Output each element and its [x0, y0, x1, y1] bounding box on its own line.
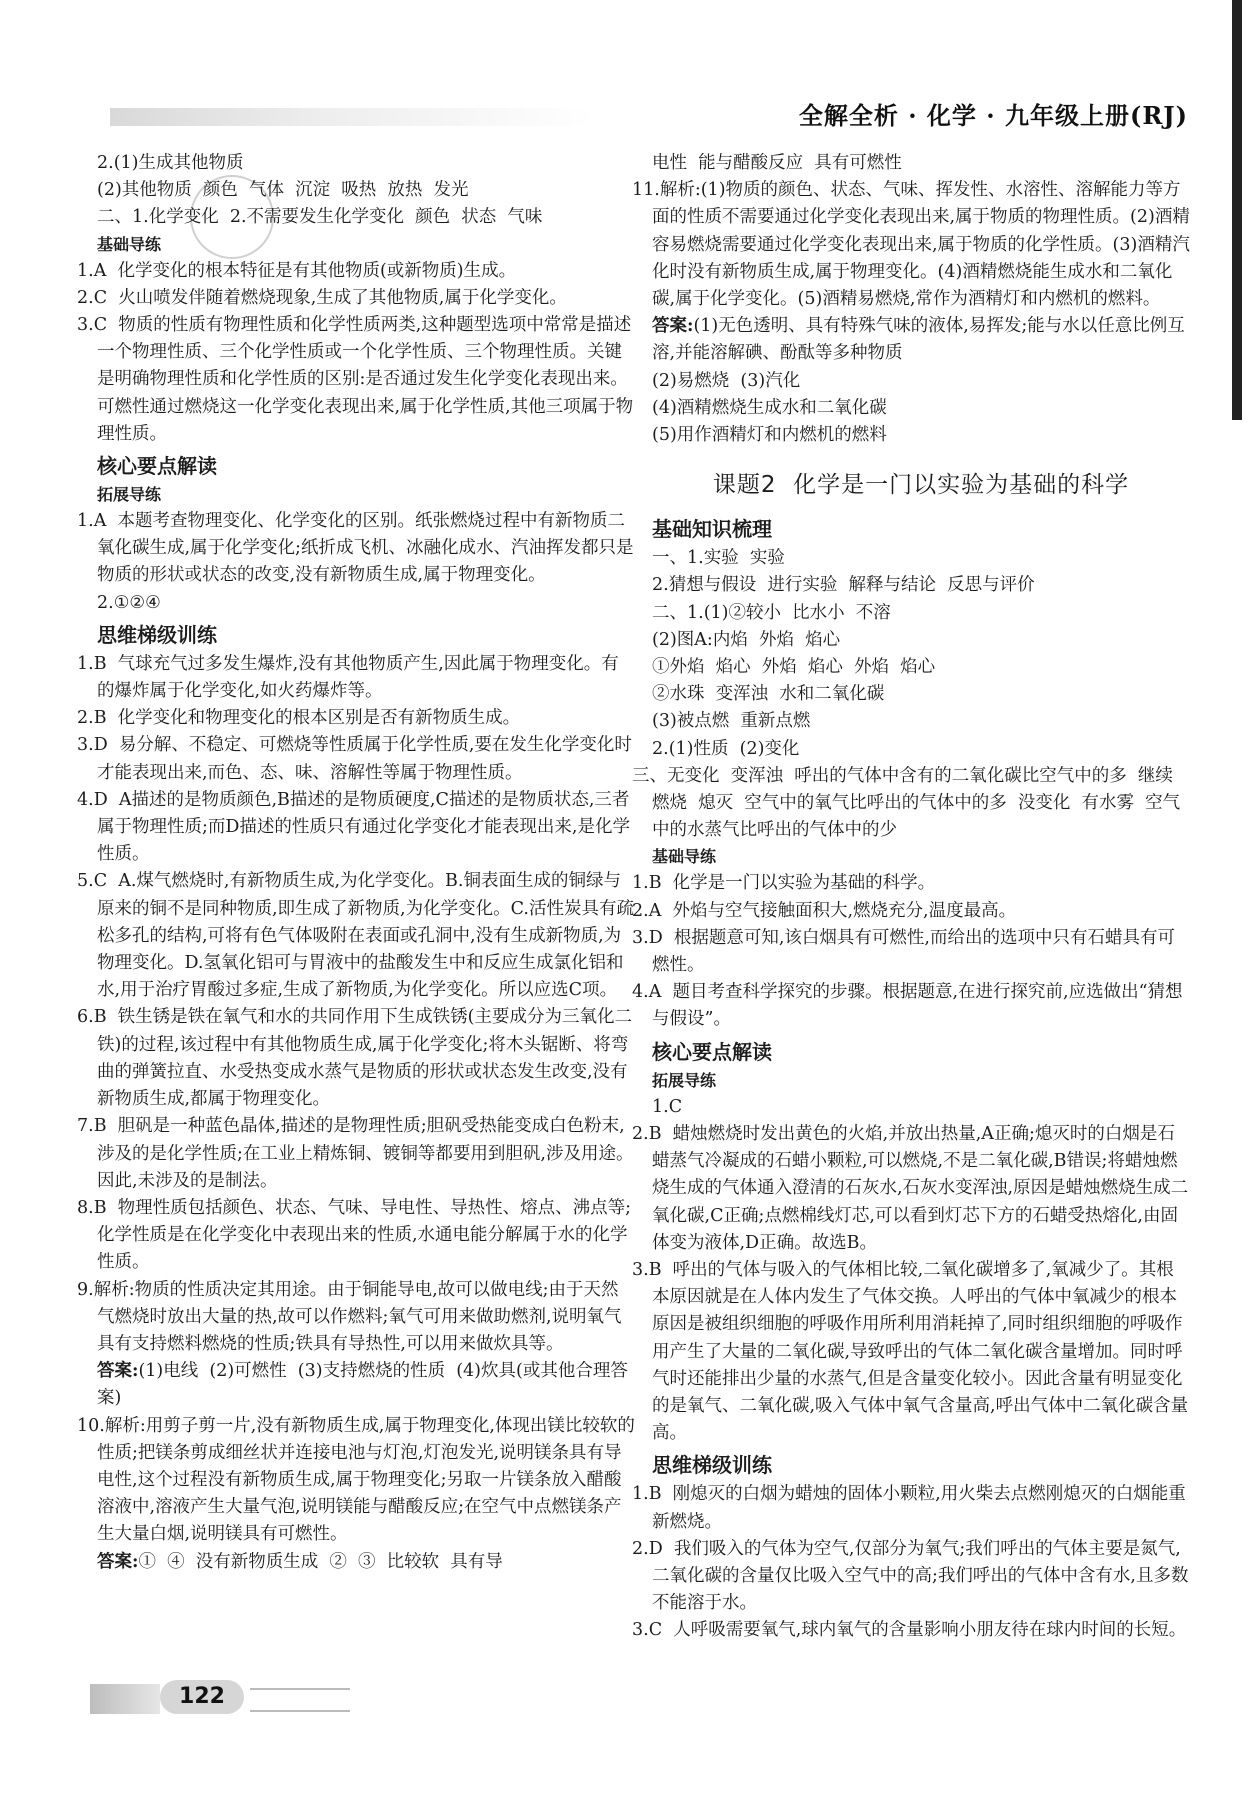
answer-line: [97, 1358, 635, 1412]
text-line: 3.C 物质的性质有物理性质和化学性质两类,这种题型选项中常常是描述一个物理性质、三个化学性质或一个化学性质、三个物理性质。关键是明确物理性质和化学性质的区别:是否通过发生化学变化表现出来。可燃性通过燃烧这一化学变化表现出来,属于化学性质,其他三项属于物理性质。: [77, 315, 634, 444]
text-line: 2.D 我们吸入的气体为空气,仅部分为氧气;我们呼出的气体主要是氮气,二氧化碳的含量仅比吸入空气中的高;我们呼出的气体中含有水,且多数不能溶于水。: [632, 1538, 1189, 1614]
section-heading: 基础知识梳理: [652, 517, 772, 542]
right-column: [632, 150, 1190, 1645]
text-line: 8.B 物理性质包括颜色、状态、气味、导电性、导热性、熔点、沸点等;化学性质是在化学变化中表现出来的性质,水通电能分解属于水的化学性质。: [77, 1197, 632, 1273]
header-title: 全解全析 · 化学 · 九年级上册(RJ): [798, 101, 1188, 130]
text-line: 4.A 题目考查科学探究的步骤。根据题意,在进行探究前,应选做出“猜想与假设”。: [632, 982, 1183, 1030]
text-line: 3.C 人呼吸需要氧气,球内氧气的含量影响小朋友待在球内时间的长短。: [632, 1620, 1187, 1641]
answer-line: [652, 313, 1190, 367]
text-line: (4)酒精燃烧生成水和二氧化碳: [652, 397, 887, 418]
answer-label: 答案:: [652, 316, 694, 337]
text-line: 2.(1)生成其他物质: [97, 153, 244, 173]
subsection-heading: 拓展导练: [97, 485, 162, 505]
text-line: 1.B 气球充气过多发生爆炸,没有其他物质产生,因此属于物理变化。有的爆炸属于化学变化,如火药爆炸等。: [77, 653, 619, 702]
text-line: 1.A 本题考查物理变化、化学变化的区别。纸张燃烧过程中有新物质二氧化碳生成,属于化学变化;纸折成飞机、冰融化成水、汽油挥发都只是物质的形状或状态的改变,没有新物质生成,属于物理变化。: [77, 511, 634, 586]
text-line: 9.解析:物质的性质决定其用途。由于铜能导电,故可以做电线;由于天然气燃烧时放出大量的热,故可以作燃料;氧气可用来做助燃剂,说明氧气具有支持燃料燃烧的性质;铁具有导热性,可以用来做炊具等。: [77, 1279, 622, 1354]
section-heading: 核心要点解读: [97, 454, 217, 479]
text-line: 2.猜想与假设 进行实验 解释与结论 反思与评价: [652, 575, 1035, 596]
text-line: 三、无变化 变浑浊 呼出的气体中含有的二氧化碳比空气中的多 继续燃烧 熄灭 空气中的氧气比呼出的气体中的多 没变化 有水雾 空气中的水蒸气比呼出的气体中的少: [632, 765, 1181, 841]
section-heading: 思维梯级训练: [97, 622, 217, 647]
section-heading: 核心要点解读: [652, 1039, 772, 1064]
text-line: 6.B 铁生锈是铁在氧气和水的共同作用下生成铁锈(主要成分为三氧化二铁)的过程,该过程中有其他物质生成,属于化学变化;将木头锯断、将弯曲的弹簧拉直、水受热变成水蒸气是物质的形状或状态发生改变,没有新物质生成,都属于物理变化。: [77, 1007, 633, 1110]
text-line: 10.解析:用剪子剪一片,没有新物质生成,属于物理变化,体现出镁比较软的性质;把镁条剪成细丝状并连接电池与灯泡,灯泡发光,说明镁条具有导电性,这个过程没有新物质生成,属于物理变化;另取一片镁条放入醋酸溶液中,溶液产生大量气泡,说明镁能与醋酸反应;在空气中点燃镁条产生大量白烟,说明镁具有可燃性。: [77, 1415, 635, 1545]
left-column: [77, 150, 635, 1576]
subsection-heading: 基础导练: [652, 847, 717, 867]
text-line: (2)图A:内焰 外焰 焰心: [652, 629, 841, 650]
section-heading: 思维梯级训练: [652, 1453, 772, 1478]
text-line: 2.①②④: [97, 592, 161, 613]
text-line: 电性 能与醋酸反应 具有可燃性: [652, 153, 902, 173]
text-line: 3.D 根据题意可知,该白烟具有可燃性,而给出的选项中只有石蜡具有可燃性。: [632, 927, 1175, 976]
binding-edge: [1232, 0, 1242, 420]
text-line: 1.B 刚熄灭的白烟为蜡烛的固体小颗粒,用火柴去点燃刚熄灭的白烟能重新燃烧。: [632, 1484, 1186, 1532]
footer-lines: [250, 1688, 350, 1712]
text-line: 2.B 蜡烛燃烧时发出黄色的火焰,并放出热量,A正确;熄灭时的白烟是石蜡蒸气冷凝成的石蜡小颗粒,可以燃烧,不是二氧化碳,B错误;将蜡烛燃烧生成的气体通入澄清的石灰水,石灰水变浑浊,原因是蜡烛燃烧生成二氧化碳,C正确;点燃棉线灯芯,可以看到灯芯下方的石蜡受热熔化,由固体变为液体,D正确。故选B。: [632, 1123, 1189, 1253]
answer-line: [97, 1549, 635, 1576]
text-line: 5.C A.煤气燃烧时,有新物质生成,为化学变化。B.铜表面生成的铜绿与原来的铜不是同种物质,即生成了新物质,为化学变化。C.活性炭具有疏松多孔的结构,可将有色气体吸附在表面或孔洞中,没有生成新物质,为物理变化。D.氢氧化铝可与胃液中的盐酸发生中和反应生成氯化铝和水,用于治疗胃酸过多症,生成了新物质,为化学变化。所以应选C项。: [77, 871, 634, 1001]
text-line: (5)用作酒精灯和内燃机的燃料: [652, 425, 887, 446]
subsection-heading: 基础导练: [97, 234, 162, 254]
text-line: 11.解析:(1)物质的颜色、状态、气味、挥发性、水溶性、溶解能力等方面的性质不需要通过化学变化表现出来,属于物质的物理性质。(2)酒精容易燃烧需要通过化学变化表现出来,属于物质的化学性质。(3)酒精汽化时没有新物质生成,属于物理变化。(4)酒精燃烧能生成水和二氧化碳,属于化学变化。(5)酒精易燃烧,常作为酒精灯和内燃机的燃料。: [632, 180, 1190, 310]
subsection-heading: 拓展导练: [652, 1070, 717, 1090]
topic-title: 课题2 化学是一门以实验为基础的科学: [712, 472, 1130, 499]
text-line: (3)被点燃 重新点燃: [652, 711, 811, 732]
answer-text: ① ④ 没有新物质生成 ② ③ 比较软 具有导: [138, 1551, 503, 1572]
text-line: 3.B 呼出的气体与吸入的气体相比较,二氧化碳增多了,氧减少了。其根本原因就是在人体内发生了气体交换。人呼出的气体中氧减少的根本原因是被组织细胞的呼吸作用所利用消耗掉了,同时组织细胞的呼吸作用产生了大量的二氧化碳,导致呼出的气体二氧化碳含量增加。同时呼气时还能排出少量的水蒸气,但是含量变化较小。因此含量有明显变化的是氧气、二氧化碳,吸入气体中氧气含量高,呼出气体中二氧化碳含量高。: [632, 1259, 1189, 1444]
footer: [90, 1676, 350, 1716]
text-line: 3.D 易分解、不稳定、可燃烧等性质属于化学性质,要在发生化学变化时才能表现出来,而色、态、味、溶解性等属于物理性质。: [77, 735, 632, 783]
answer-label: 答案:: [97, 1551, 139, 1572]
text-line: (2)其他物质 颜色 气体 沉淀 吸热 放热 发光: [97, 180, 469, 201]
text-line: 二、1.化学变化 2.不需要发生化学变化 颜色 状态 气味: [97, 207, 543, 228]
text-line: 2.C 火山喷发伴随着燃烧现象,生成了其他物质,属于化学变化。: [77, 287, 567, 308]
text-line: 7.B 胆矾是一种蓝色晶体,描述的是物理性质;胆矾受热能变成白色粉末,涉及的是化学性质;在工业上精炼铜、镀铜等都要用到胆矾,涉及用途。因此,未涉及的是制法。: [77, 1116, 634, 1191]
footer-bar: [90, 1684, 160, 1714]
text-line: ①外焰 焰心 外焰 焰心 外焰 焰心: [652, 657, 936, 678]
text-line: 一、1.实验 实验: [652, 548, 785, 569]
page-number: 122: [160, 1680, 244, 1714]
text-line: 4.D A描述的是物质颜色,B描述的是物质硬度,C描述的是物质状态,三者属于物理性质;而D描述的性质只有通过化学变化才能表现出来,是化学性质。: [77, 789, 630, 865]
text-line: ②水珠 变浑浊 水和二氧化碳: [652, 684, 885, 705]
text-line: 二、1.(1)②较小 比水小 不溶: [652, 602, 891, 623]
text-line: 1.A 化学变化的根本特征是有其他物质(或新物质)生成。: [77, 260, 517, 281]
text-line: 1.C: [652, 1096, 683, 1117]
text-line: (2)易燃烧 (3)汽化: [652, 370, 801, 391]
text-line: 1.B 化学是一门以实验为基础的科学。: [632, 873, 936, 894]
text-line: 2.A 外焰与空气接触面积大,燃烧充分,温度最高。: [632, 900, 1017, 921]
answer-text: (1)无色透明、具有特殊气味的液体,易挥发;能与水以任意比例互溶,并能溶解碘、酚酞等多种物质: [652, 316, 1185, 364]
text-line: 2.(1)性质 (2)变化: [652, 738, 800, 759]
text-line: 2.B 化学变化和物理变化的根本区别是否有新物质生成。: [77, 708, 521, 729]
answer-text: (1)电线 (2)可燃性 (3)支持燃烧的性质 (4)炊具(或其他合理答案): [97, 1361, 628, 1409]
answer-label: 答案:: [97, 1361, 139, 1382]
